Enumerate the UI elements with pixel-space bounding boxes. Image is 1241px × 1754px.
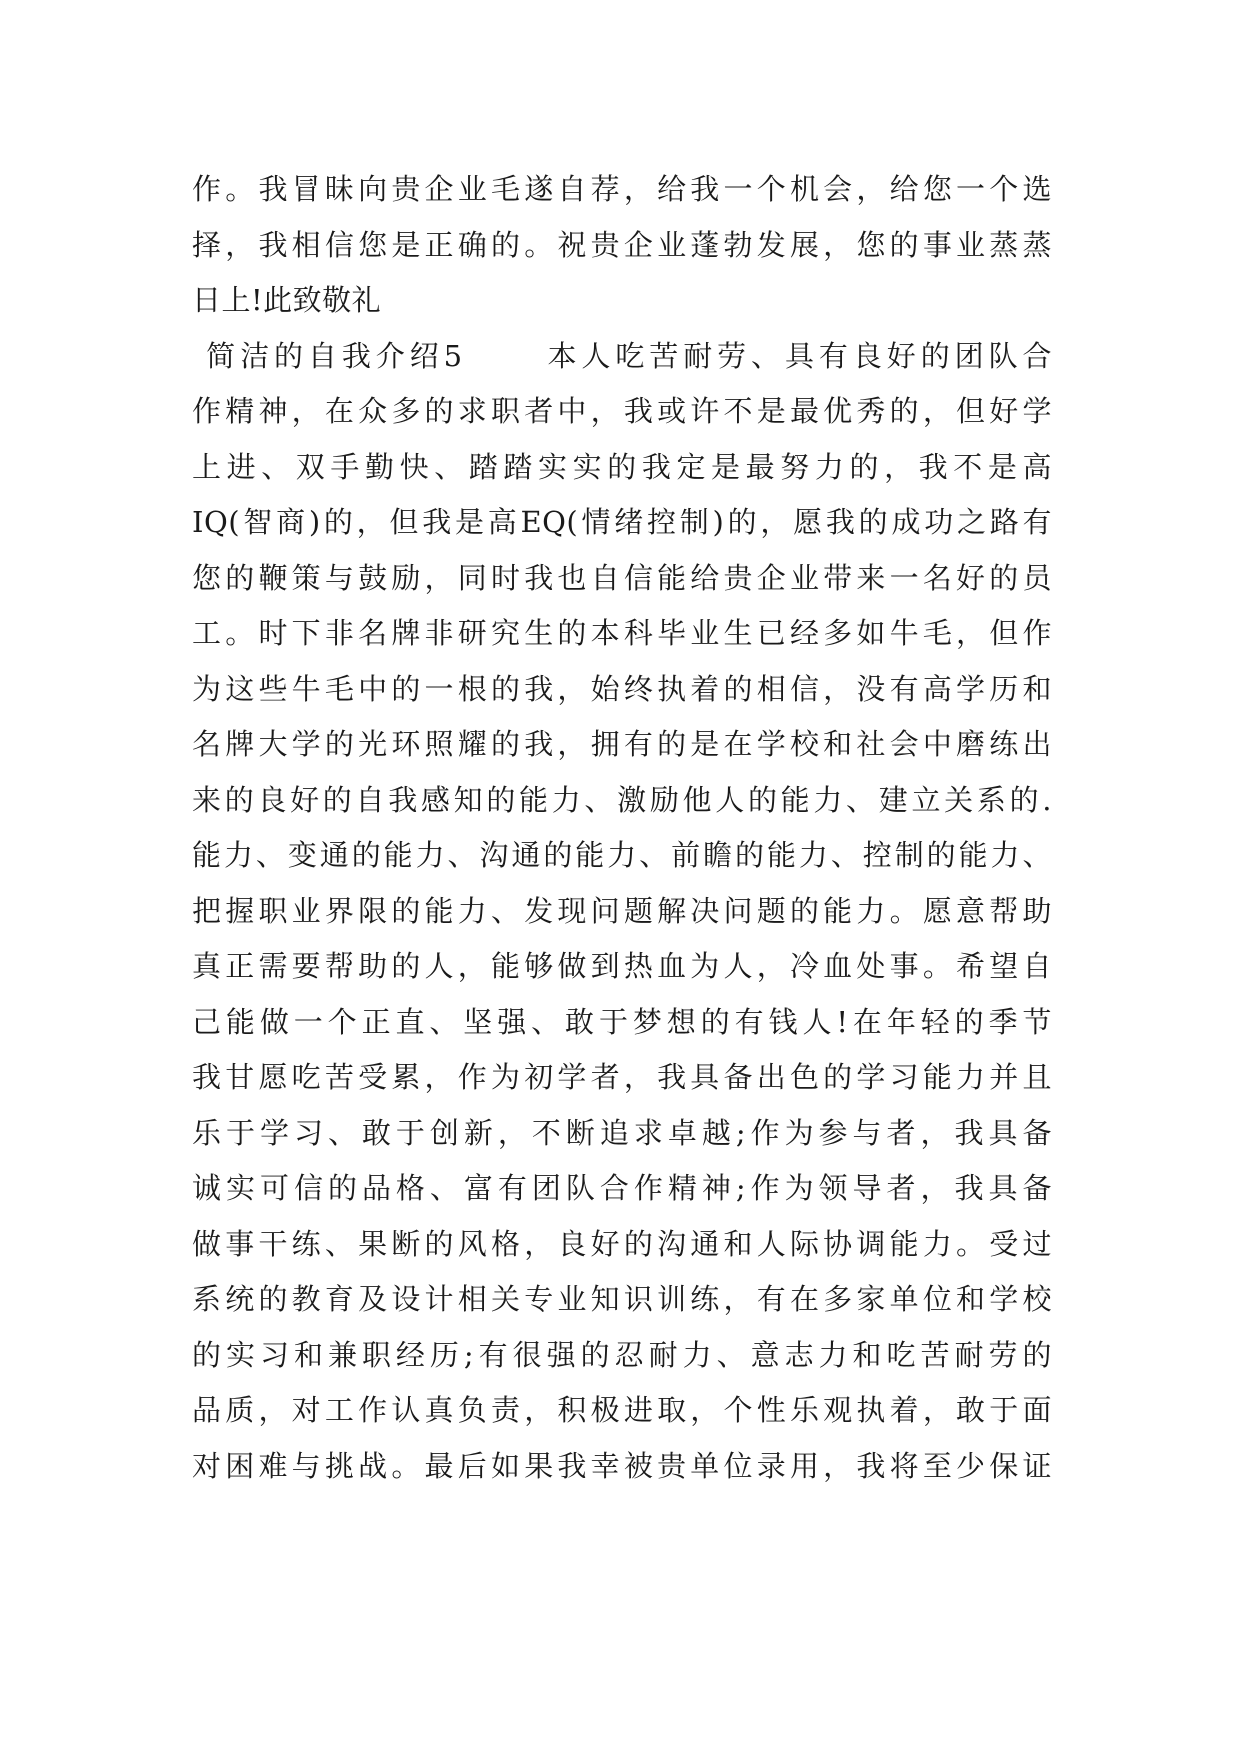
text-line-22: 的实习和兼职经历;有很强的忍耐力、意志力和吃苦耐劳的 (192, 1337, 1052, 1372)
text-line-4: 简洁的自我介绍5 本人吃苦耐劳、具有良好的团队合 (192, 338, 1052, 373)
text-line-1: 作。我冒昧向贵企业毛遂自荐，给我一个机会，给您一个选 (192, 172, 1052, 206)
text-line-11: 名牌大学的光环照耀的我，拥有的是在学校和社会中磨练出 (192, 727, 1052, 761)
text-line-2: 择，我相信您是正确的。祝贵企业蓬勃发展，您的事业蒸蒸 (192, 227, 1052, 262)
text-line-18: 乐于学习、敢于创新，不断追求卓越;作为参与者，我具备 (192, 1115, 1052, 1150)
text-line-23: 品质，对工作认真负责，积极进取，个性乐观执着，敢于面 (192, 1393, 1052, 1427)
text-line-7: IQ(智商)的，但我是高EQ(情绪控制)的，愿我的成功之路有 (192, 505, 1052, 539)
text-line-12: 来的良好的自我感知的能力、激励他人的能力、建立关系的. (192, 782, 1052, 817)
body-text (192, 162, 1052, 1494)
text-line-6: 上进、双手勤快、踏踏实实的我定是最努力的，我不是高 (192, 449, 1052, 484)
text-line-10: 为这些牛毛中的一根的我，始终执着的相信，没有高学历和 (192, 671, 1052, 706)
text-line-19: 诚实可信的品格、富有团队合作精神;作为领导者，我具备 (192, 1171, 1052, 1205)
text-line-9: 工。时下非名牌非研究生的本科毕业生已经多如牛毛，但作 (192, 616, 1052, 650)
text-line-21: 系统的教育及设计相关专业知识训练，有在多家单位和学校 (192, 1282, 1052, 1316)
text-line-3: 日上!此致敬礼 (192, 283, 382, 317)
text-line-16: 己能做一个正直、坚强、敢于梦想的有钱人!在年轻的季节 (192, 1004, 1052, 1039)
text-line-24: 对困难与挑战。最后如果我幸被贵单位录用，我将至少保证 (192, 1448, 1052, 1483)
text-line-17: 我甘愿吃苦受累，作为初学者，我具备出色的学习能力并且 (192, 1060, 1052, 1094)
text-line-8: 您的鞭策与鼓励，同时我也自信能给贵企业带来一名好的员 (192, 560, 1052, 595)
text-line-15: 真正需要帮助的人，能够做到热血为人，冷血处事。希望自 (192, 949, 1052, 983)
text-line-5: 作精神，在众多的求职者中，我或许不是最优秀的，但好学 (192, 394, 1052, 428)
text-line-20: 做事干练、果断的风格，良好的沟通和人际协调能力。受过 (192, 1226, 1052, 1261)
text-line-13: 能力、变通的能力、沟通的能力、前瞻的能力、控制的能力、 (192, 838, 1052, 872)
text-line-14: 把握职业界限的能力、发现问题解决问题的能力。愿意帮助 (192, 893, 1052, 928)
